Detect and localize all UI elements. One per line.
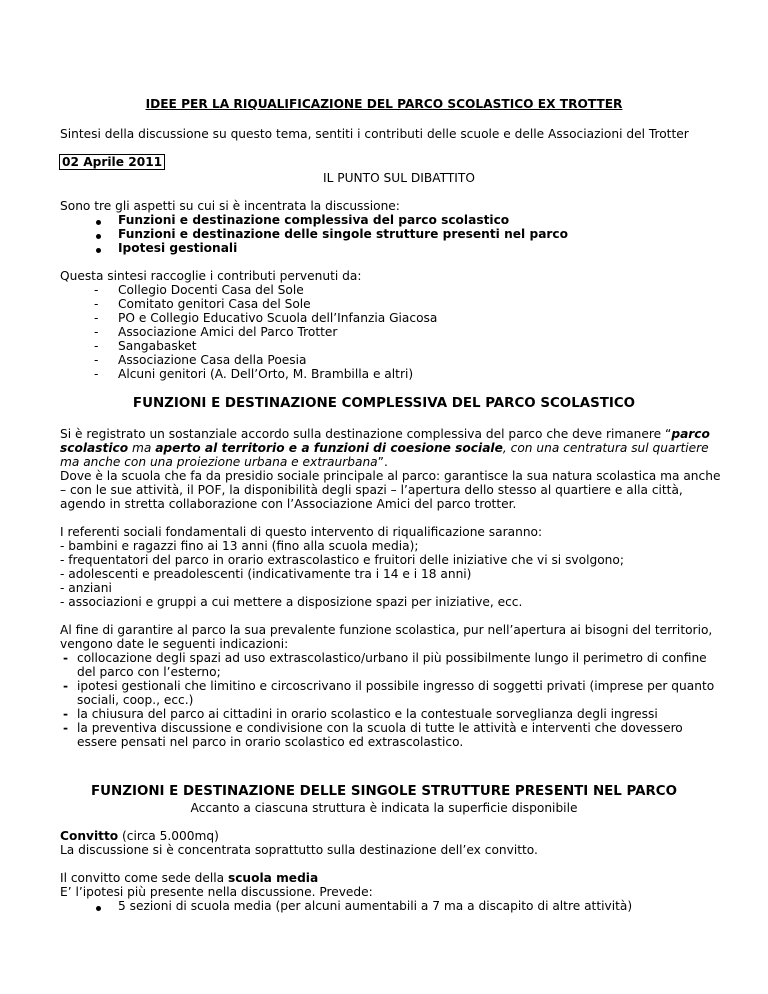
section1-paragraph2-line1: Dove è la scuola che fa da presidio sociale principale al parco: garantisce la sua natura scolastica ma anche [60,469,721,483]
p1-emphasis: aperto al territorio e a funzioni di coesione sociale [155,441,503,455]
aspect-item: Ipotesi gestionali [118,241,238,255]
bullet-icon [96,234,101,239]
referent-item: - bambini e ragazzi fino ai 13 anni (fino alla scuola media); [60,539,419,553]
indication-item: la preventiva discussione e condivisione con la scuola di tutte le attività e interventi che dovessero [77,721,683,735]
dash-marker: - [94,353,99,367]
convitto-heading [60,829,219,843]
section2-subheading: Accanto a ciascuna struttura è indicata la superficie disponibile [190,801,578,815]
dash-marker: - [94,325,99,339]
contributor-item: Associazione Amici del Parco Trotter [118,325,338,339]
section1-paragraph2-line3: agendo in stretta collaborazione con l’Associazione Amici del parco trotter. [60,497,517,511]
scuola-media-item: 5 sezioni di scuola media (per alcuni aumentabili a 7 ma a discapito di altre attività) [118,899,633,913]
indication-item: collocazione degli spazi ad uso extrascolastico/urbano il più possibilmente lungo il perimetro di confine [77,651,707,665]
indication-item: essere pensati nel parco in orario scolastico ed extrascolastico. [77,735,464,749]
convitto-area: (circa 5.000mq) [118,829,219,843]
contributor-item: Comitato genitori Casa del Sole [118,297,311,311]
dash-marker: - [63,679,69,693]
indication-item: ipotesi gestionali che limitino e circoscrivano il possibile ingresso di soggetti privati (imprese per quanto [77,679,715,693]
referents-intro: I referenti sociali fondamentali di questo intervento di riqualificazione saranno: [60,525,543,539]
indication-item: sociali, coop., ecc.) [77,693,194,707]
section1-paragraph1-line1 [60,427,710,441]
contributor-item: Associazione Casa della Poesia [118,353,307,367]
section1-paragraph4-line1: Al fine di garantire al parco la sua prevalente funzione scolastica, pur nell’apertura ai bisogni del territorio, [60,623,713,637]
p1-emphasis: scolastico [60,441,129,455]
dash-marker: - [63,721,69,735]
indication-item: la chiusura del parco ai cittadini in orario scolastico e la contestuale sorveglianza degli ingressi [77,707,658,721]
p1-text: ma [128,441,156,455]
intro-text: Sono tre gli aspetti su cui si è incentrata la discussione: [60,199,400,213]
bullet-icon [96,906,101,911]
contributor-item: Collegio Docenti Casa del Sole [118,283,304,297]
section1-paragraph4-line2: vengono date le seguenti indicazioni: [60,637,289,651]
referent-item: - anziani [60,581,112,595]
section1-heading: FUNZIONI E DESTINAZIONE COMPLESSIVA DEL PARCO SCOLASTICO [132,396,636,411]
contributor-item: Sangabasket [118,339,197,353]
dash-marker: - [63,707,69,721]
date-label: 02 Aprile 2011 [59,154,165,170]
dash-marker: - [94,311,99,325]
p1-emphasis: parco [671,427,710,441]
aspect-item: Funzioni e destinazione complessiva del parco scolastico [118,213,510,227]
section1-paragraph1-line3 [60,455,388,469]
section2-heading: FUNZIONI E DESTINAZIONE DELLE SINGOLE STRUTTURE PRESENTI NEL PARCO [91,784,677,799]
bullet-icon [96,248,101,253]
dash-marker: - [94,283,99,297]
indication-item: del parco con l’esterno; [77,665,221,679]
convitto-text: La discussione si è concentrata soprattutto sulla destinazione dell’ex convitto. [60,843,538,857]
contributors-intro: Questa sintesi raccoglie i contributi pervenuti da: [60,269,362,283]
contributor-item: PO e Collegio Educativo Scuola dell’Infanzia Giacosa [118,311,438,325]
section-label: IL PUNTO SUL DIBATTITO [323,171,475,185]
document-subtitle: Sintesi della discussione su questo tema, sentiti i contributi delle scuole e delle Associazioni del Trotter [60,127,689,141]
aspect-item: Funzioni e destinazione delle singole strutture presenti nel parco [118,227,569,241]
dash-marker: - [94,339,99,353]
convitto-label: Convitto [60,829,119,843]
date-box [59,155,165,169]
media-text: Il convitto come sede della [60,871,228,885]
p1-text: Si è registrato un sostanziale accordo sulla destinazione complessiva del parco che deve rimanere “ [60,427,672,441]
section1-paragraph1-line2 [60,441,709,455]
scuola-media-heading [60,871,318,885]
referent-item: - associazioni e gruppi a cui mettere a disposizione spazi per iniziative, ecc. [60,595,523,609]
dash-marker: - [63,651,69,665]
bullet-icon [96,220,101,225]
dash-marker: - [94,297,99,311]
contributor-item: Alcuni genitori (A. Dell’Orto, M. Brambilla e altri) [118,367,414,381]
referent-item: - adolescenti e preadolescenti (indicativamente tra i 14 e i 18 anni) [60,567,472,581]
section1-paragraph2-line2: – con le sue attività, il POF, la disponibilità degli spazi – l’apertura dello stesso al quartiere e alla città, [60,483,683,497]
scuola-media-text: E’ l’ipotesi più presente nella discussione. Prevede: [60,885,373,899]
dash-marker: - [94,367,99,381]
media-emphasis: scuola media [227,871,319,885]
p1-text: ma anche con una proiezione urbana e extraurbana [60,455,378,469]
p1-text: , con una centratura sul quartiere [502,441,709,455]
document-title: IDEE PER LA RIQUALIFICAZIONE DEL PARCO SCOLASTICO EX TROTTER [145,97,623,111]
referent-item: - frequentatori del parco in orario extrascolastico e fruitori delle iniziative che vi si svolgono; [60,553,624,567]
p1-text: ”. [377,455,388,469]
